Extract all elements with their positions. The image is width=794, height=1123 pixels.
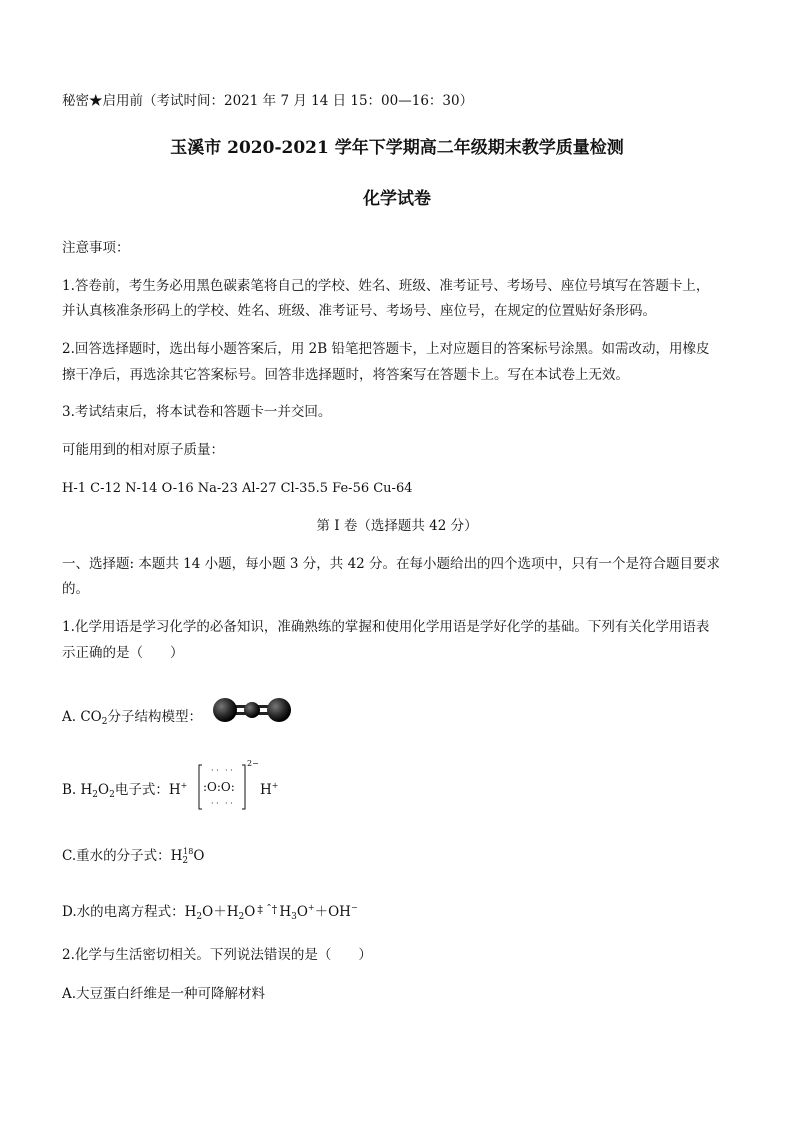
section-1-title: 第 I 卷（选择题共 42 分） [316, 518, 478, 534]
exam-title: 玉溪市 2020-2021 学年下学期高二年级期末教学质量检测 [170, 138, 624, 158]
svg-text::O:O:: :O:O: [203, 780, 235, 794]
svg-text:· ·: · · [225, 799, 233, 808]
note-2-line-2: 擦干净后，再选涂其它答案标号。回答非选择题时，将答案写在答题卡上。写在本试卷上无效。 [62, 367, 629, 383]
q1-option-a: A. $CO_2$分子结构模型： [62, 709, 202, 727]
atomic-mass-heading: 可能用到的相对原子质量： [62, 442, 224, 458]
note-3: 3.考试结束后，将本试卷和答题卡一并交回。 [62, 404, 332, 420]
atomic-mass-values: H-1 C-12 N-14 O-16 Na-23 Al-27 Cl-35.5 Fe-56 Cu-64 [62, 481, 413, 496]
q1-option-d: D.水的电离方程式：$H_2O+H_2O$ ‡ ˆ† $H_3O^++OH^-$ [62, 903, 358, 922]
svg-text:· ·: · · [211, 799, 219, 808]
q1-stem-line-2: 示正确的是（ ） [62, 645, 184, 661]
section-1-instruction-line-1: 一、选择题: 本题共 14 小题，每小题 3 分，共 42 分。在每小题给出的四个选项中，只有一个是符合题目要求 [62, 556, 721, 572]
note-1-line-2: 并认真核准条形码上的学校、姓名、班级、准考证号、考场号、座位号，在规定的位置贴好条形码。 [62, 303, 656, 319]
secret-line: 秘密★启用前（考试时间：2021 年 7 月 14 日 15：00—16：30） [62, 93, 474, 109]
q1-option-b: B. $H_2O_2$电子式：H+ [62, 781, 188, 800]
svg-text:· ·: · · [211, 766, 219, 775]
electron-dot-bracket [198, 764, 246, 810]
q2-stem: 2.化学与生活密切相关。下列说法错误的是（ ） [62, 947, 372, 963]
svg-text:· ·: · · [225, 766, 233, 775]
q2-option-a: A.大豆蛋白纤维是一种可降解材料 [62, 986, 266, 1002]
note-1-line-1: 1.答卷前，考生务必用黑色碳素笔将自己的学校、姓名、班级、准考证号、考场号、座位号填写在答题卡上， [62, 278, 710, 294]
equilibrium-arrow: ‡ ˆ† [257, 903, 278, 916]
q1-option-b-right-h: H+ [260, 781, 279, 798]
peroxide-charge: 2− [247, 759, 259, 768]
section-1-instruction-line-2: 的。 [62, 581, 89, 597]
note-2-line-1: 2.回答选择题时，选出每小题答案后，用 2B 铅笔把答题卡，上对应题目的答案标号涂黑。如需改动，用橡皮 [62, 341, 710, 357]
notes-heading: 注意事项： [62, 240, 130, 256]
q1-option-c: C.重水的分子式：$H_2^{18}O$ [62, 847, 205, 866]
co2-ball-model-image [212, 697, 292, 723]
subject-title: 化学试卷 [363, 189, 431, 209]
q1-stem-line-1: 1.化学用语是学习化学的必备知识，准确熟练的掌握和使用化学用语是学好化学的基础。下列有关化学用语表 [62, 619, 710, 635]
